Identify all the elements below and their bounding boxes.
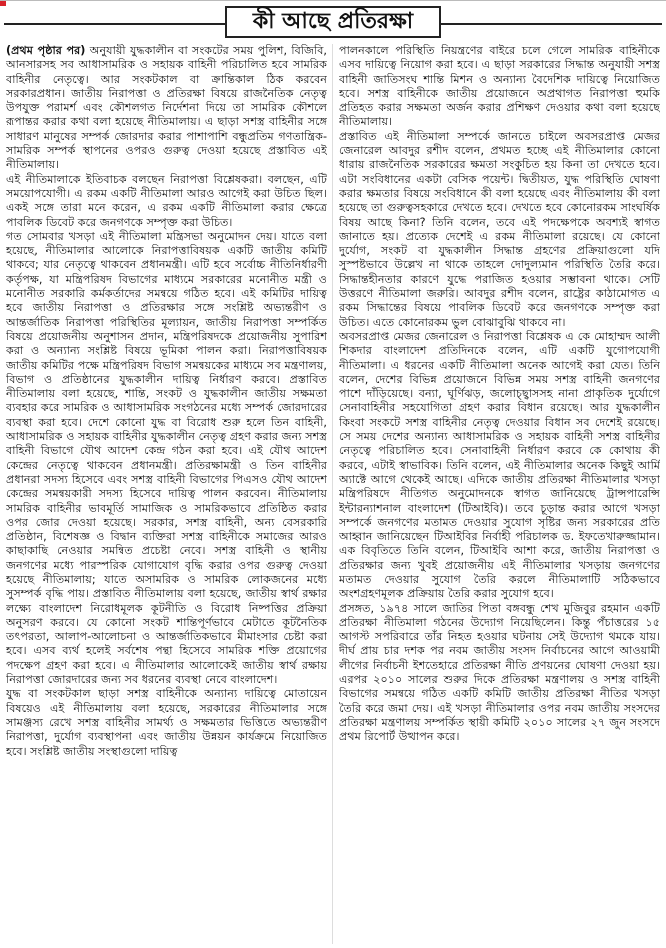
headline: কী আছে প্রতিরক্ষা [225,6,441,38]
top-rule [0,0,666,1]
paragraph: প্রসঙ্গত, ১৯৭৪ সালে জাতির পিতা বঙ্গবন্ধু শেখ মুজিবুর রহমান একটি প্রতিরক্ষা নীতিমালা গঠনের উদ্যোগ নিয়েছিলেন। কিন্তু পঁচাত্তরের ১৫ আগস্ট সপরিবারে তাঁর নিহত হওয়ার ঘটনায় সেই উদ্যোগ থমকে যায়। দীর্ঘ প্রায় চার দশক পর নবম জাতীয় সংসদ নির্বাচনের আগে আওয়ামী লীগের নির্বাচনী ইশতেহারে প্রতিরক্ষা নীতি প্রণয়নের ঘোষণা দেওয়া হয়। এরপর ২০১০ সালের শুরুর দিকে প্রতিরক্ষা মন্ত্রণালয় ও সশস্ত্র বাহিনী বিভাগের সমন্বয়ে গঠিত একটি কমিটি জাতীয় প্রতিরক্ষা নীতির খসড়া তৈরি করে জমা দেয়। এই খসড়া নীতিমালার ওপর নবম জাতীয় সংসদের প্রতিরক্ষা মন্ত্রণালয় সম্পর্কিত স্থায়ী কমিটি ২০১০ সালের ২৭ জুন সংসদে প্রথম রিপোর্ট উত্থাপন করে। [339,601,660,744]
continuation-tag: (প্রথম পৃষ্ঠার পর) [6,44,86,57]
article-body [6,44,660,946]
right-column [339,44,660,946]
paragraph: গত সোমবার খসড়া এই নীতিমালা মন্ত্রিসভা অনুমোদন দেয়। যাতে বলা হয়েছে, নীতিমালার আলোকে নিরাপত্তাবিষয়ক একটি জাতীয় কমিটি থাকবে; যার নেতৃত্বে থাকবেন প্রধানমন্ত্রী। এটি হবে সর্বোচ্চ নীতিনির্ধারণী কর্তৃপক্ষ, যা মন্ত্রিপরিষদ বিভাগের মাধ্যমে সরকারের মনোনীত মন্ত্রী ও মনোনীত সরকারি কর্মকর্তাদের সমন্বয়ে গঠিত হবে। এই কমিটির দায়িত্ব হবে জাতীয় নিরাপত্তা ও প্রতিরক্ষার সঙ্গে সংশ্লিষ্ট অভ্যন্তরীণ ও আন্তর্জাতিক নিরাপত্তা পরিস্থিতির মূল্যায়ন, জাতীয় নিরাপত্তা সম্পর্কিত বিষয়ে প্রয়োজনীয় অনুশাসন প্রদান, মন্ত্রিপরিষদকে প্রয়োজনীয় সুপারিশ করা ও অন্যান্য সংশ্লিষ্ট বিষয়ে ভূমিকা পালন করা। নিরাপত্তাবিষয়ক জাতীয় কমিটির পক্ষে মন্ত্রিপরিষদ বিভাগ সমন্বয়কের মাধ্যমে সব মন্ত্রণালয়, বিভাগ ও প্রতিষ্ঠানের যুদ্ধকালীন দায়িত্ব নির্ধারণ করবে। প্রস্তাবিত নীতিমালায় বলা হয়েছে, শান্তি, সংকট ও যুদ্ধকালীন জাতীয় সক্ষমতা ব্যবহার করে সামরিক ও আধাসামরিক সংগঠনের মধ্যে সম্পর্ক জোরদারের ব্যবস্থা করা হবে। দেশে কোনো যুদ্ধ বা বিরোধ শুরু হলে তিন বাহিনী, আধাসামরিক ও সহায়ক বাহিনীর যুদ্ধকালীন নেতৃত্ব গ্রহণ করার জন্য সশস্ত্র বাহিনী বিভাগে যৌথ আদেশ কেন্দ্র গঠন করা হবে। এই যৌথ আদেশ কেন্দ্রের নেতৃত্বে থাকবেন প্রধানমন্ত্রী। প্রতিরক্ষামন্ত্রী ও তিন বাহিনীর প্রধানরা সদস্য হিসেবে এবং সশস্ত্র বাহিনী বিভাগের পিএসও যৌথ আদেশ কেন্দ্রের সমন্বয়কারী সদস্য হিসেবে দায়িত্ব পালন করবেন। নীতিমালায় সামরিক বাহিনীর ভাবমূর্তি সামাজিক ও সামরিকভাবে প্রতিষ্ঠিত করার ওপর জোর দেওয়া হয়েছে। সরকার, সশস্ত্র বাহিনী, অন্য বেসরকারি প্রতিষ্ঠান, বিশেষজ্ঞ ও বিদ্বান ব্যক্তিরা সশস্ত্র বাহিনীকে সমাজের আরও কাছাকাছি নেওয়ার সমন্বিত প্রচেষ্টা নেবে। সশস্ত্র বাহিনী ও স্থানীয় জনগণের মধ্যে পারস্পরিক যোগাযোগ বৃদ্ধি করার ওপর গুরুত্ব দেওয়া হয়েছে নীতিমালায়; যাতে অসামরিক ও সামরিক লোকজনের মধ্যে সুসম্পর্ক বৃদ্ধি পায়। প্রস্তাবিত নীতিমালায় বলা হয়েছে, জাতীয় স্বার্থ রক্ষার লক্ষ্যে বাংলাদেশ নিরোধমূলক কূটনীতি ও বিরোধ নিষ্পত্তির প্রক্রিয়া অনুসরণ করবে। যে কোনো সংকট শান্তিপূর্ণভাবে মেটাতে কূটনৈতিক তৎপরতা, আলাপ-আলোচনা ও আন্তর্জাতিকভাবে মীমাংসার চেষ্টা করা হবে। এসব ব্যর্থ হলেই সর্বশেষ পন্থা হিসেবে সামরিক শক্তি প্রয়োগের পদক্ষেপ গ্রহণ করা হবে। এ নীতিমালার আলোকেই জাতীয় স্বার্থ রক্ষায় নিরাপত্তা জোরদারের জন্য সব ধরনের ব্যবস্থা নেবে বাংলাদেশ। [6,229,327,687]
paragraph: যুদ্ধ বা সংকটকাল ছাড়া সশস্ত্র বাহিনীকে অন্যান্য দায়িত্বে মোতায়েন বিষয়েও এই নীতিমালায় বলা হয়েছে, সরকারের নীতিমালার সঙ্গে সামঞ্জস্য রেখে সশস্ত্র বাহিনীর সামর্থ্য ও সক্ষমতার ভিত্তিতে অভ্যন্তরীণ নিরাপত্তা, দুর্যোগ ব্যবস্থাপনা এবং জাতীয় উন্নয়ন কার্যক্রমে নিয়োজিত হবে। সংশ্লিষ্ট জাতীয় সংস্থাগুলো দায়িত্ব [6,687,327,758]
left-column [6,44,327,946]
paragraph: অবসরপ্রাপ্ত মেজর জেনারেল ও নিরাপত্তা বিশ্লেষক এ কে মোহাম্মদ আলী শিকদার বাংলাদেশ প্রতিদিনকে বলেন, এটি একটি যুগোপযোগী নীতিমালা। এ ধরনের একটি নীতিমালা অনেক আগেই করা যেত। তিনি বলেন, দেশের বিভিন্ন প্রয়োজনে বিভিন্ন সময় সশস্ত্র বাহিনী জনগণের পাশে দাঁড়িয়েছে। বন্যা, ঘূর্ণিঝড়, জলোচ্ছ্বাসসহ নানা প্রাকৃতিক দুর্যোগে সেনাবাহিনীর সহযোগিতা গ্রহণ করার বিধান রয়েছে। আর যুদ্ধকালীন কিংবা সংকটে সশস্ত্র বাহিনীর নেতৃত্ব দেওয়ার বিধান সব দেশেই রয়েছে। সে সময় দেশের অন্যান্য আধাসামরিক ও সহায়ক বাহিনী সশস্ত্র বাহিনীর নেতৃত্বে পরিচালিত হবে। সেনাবাহিনী নির্ধারণ করবে কে কোথায় কী করবে, এটাই স্বাভাবিক। তিনি বলেন, এই নীতিমালার অনেক কিছুই আর্মি অ্যাক্টে আগে থেকেই আছে। এদিকে জাতীয় প্রতিরক্ষা নীতিমালার খসড়া মন্ত্রিপরিষদে নীতিগত অনুমোদনকে স্বাগত জানিয়েছে ট্রান্সপারেন্সি ইন্টারন্যাশনাল বাংলাদেশ (টিআইবি)। তবে চূড়ান্ত করার আগে খসড়া সম্পর্কে জনগণের মতামত দেওয়ার সুযোগ সৃষ্টির জন্য সরকারের প্রতি আহ্বান জানিয়েছেন টিআইবির নির্বাহী পরিচালক ড. ইফতেখারুজ্জামান। এক বিবৃতিতে তিনি বলেন, টিআইবি আশা করে, জাতীয় নিরাপত্তা ও প্রতিরক্ষার জন্য খুবই প্রয়োজনীয় এই নীতিমালার খসড়ায় জনগণের মতামত দেওয়ার সুযোগ তৈরি করলে নীতিমালাটি সঠিকভাবে অংশগ্রহণমূলক প্রক্রিয়ায় তৈরি করার সুযোগ হবে। [339,329,660,601]
paragraph: প্রস্তাবিত এই নীতিমালা সম্পর্কে জানতে চাইলে অবসরপ্রাপ্ত মেজর জেনারেল আবদুর রশীদ বলেন, প্রথমত হচ্ছে এই নীতিমালার কোনো ধারায় রাজনৈতিক সরকারের ক্ষমতা সংকুচিত হয় কিনা তা দেখতে হবে। এটা সংবিধানের একটা বেসিক পয়েন্ট। দ্বিতীয়ত, যুদ্ধ পরিস্থিতি ঘোষণা করার ক্ষমতার বিষয়ে সংবিধানে কী বলা হয়েছে এবং নীতিমালায় কী বলা হয়েছে তা গুরুত্বসহকারে দেখতে হবে। দেখতে হবে কোনোরকম সাংঘর্ষিক বিষয় আছে কিনা? তিনি বলেন, তবে এই পদক্ষেপকে অবশ্যই স্বাগত জানাতে হয়। প্রত্যেক দেশেই এ রকম নীতিমালা রয়েছে। যে কোনো দুর্যোগ, সংকট বা যুদ্ধকালীন সিদ্ধান্ত গ্রহণের প্রক্রিয়াগুলো যদি সুস্পষ্টভাবে উল্লেখ না থাকে তাহলে দোদুল্যমান পরিস্থিতি তৈরি করে। সিদ্ধান্তহীনতার কারণে যুদ্ধে পরাজিত হওয়ার সম্ভাবনা থাকে। সেটি উত্তরণে নীতিমালা জরুরি। আবদুর রশীদ বলেন, রাষ্ট্রের কাঠামোগত এ রকম সিদ্ধান্তের বিষয়ে পাবলিক ডিবেট করে জনগণকে সম্পৃক্ত করা উচিত। এতে কোনোরকম ভুল বোঝাবুঝি থাকবে না। [339,129,660,329]
paragraph: পালনকালে পরিস্থিতি নিয়ন্ত্রণের বাইরে চলে গেলে সামরিক বাহিনীকে এসব দায়িত্বে নিয়োগ করা হবে। এ ছাড়া সরকারের সিদ্ধান্ত অনুযায়ী সশস্ত্র বাহিনী জাতিসংঘ শান্তি মিশন ও অন্যান্য বৈদেশিক দায়িত্বে নিয়োজিত হবে। সশস্ত্র বাহিনীকে জাতীয় প্রয়োজনে অপ্রথাগত নিরাপত্তা হুমকি প্রতিহত করার সক্ষমতা অর্জন করার প্রশিক্ষণ দেওয়ার কথা বলা হয়েছে নীতিমালায়। [339,44,660,129]
headline-banner [0,6,666,40]
paragraph [6,44,327,173]
paragraph: এই নীতিমালাকে ইতিবাচক বলছেন নিরাপত্তা বিশ্লেষকরা। বলছেন, এটি সময়োপযোগী। এ রকম একটি নীতিমালা আরও আগেই করা উচিত ছিল। একই সঙ্গে তারা মনে করেন, এ রকম একটি নীতিমালা করার ক্ষেত্রে পাবলিক ডিবেট করে জনগণকে সম্পৃক্ত করা উচিত। [6,172,327,229]
paragraph-text: অনুযায়ী যুদ্ধকালীন বা সংকটের সময় পুলিশ, বিজিবি, আনসারসহ সব আধাসামরিক ও সহায়ক বাহিনী পরিচালিত হবে সামরিক বাহিনীর নেতৃত্বে। আর সংকটকাল বা ক্রান্তিকাল ঠিক করবেন সরকারপ্রধান। জাতীয় নিরাপত্তা ও প্রতিরক্ষা বিষয়ে রাজনৈতিক নেতৃত্ব উপযুক্ত পরামর্শ এবং কৌশলগত নির্দেশনা দিয়ে তা সামরিক কৌশলে রূপান্তর করার কথা বলা হয়েছে নীতিমালায়। এ ছাড়া সশস্ত্র বাহিনীর সঙ্গে সাধারণ মানুষের সম্পর্ক জোরদার করার পাশাপাশি বন্ধুপ্রতিম গণতান্ত্রিক-সামরিক সম্পর্ক স্থাপনের ওপরও গুরুত্ব দেওয়া হয়েছে প্রস্তাবিত এই নীতিমালায়। [6,44,327,172]
